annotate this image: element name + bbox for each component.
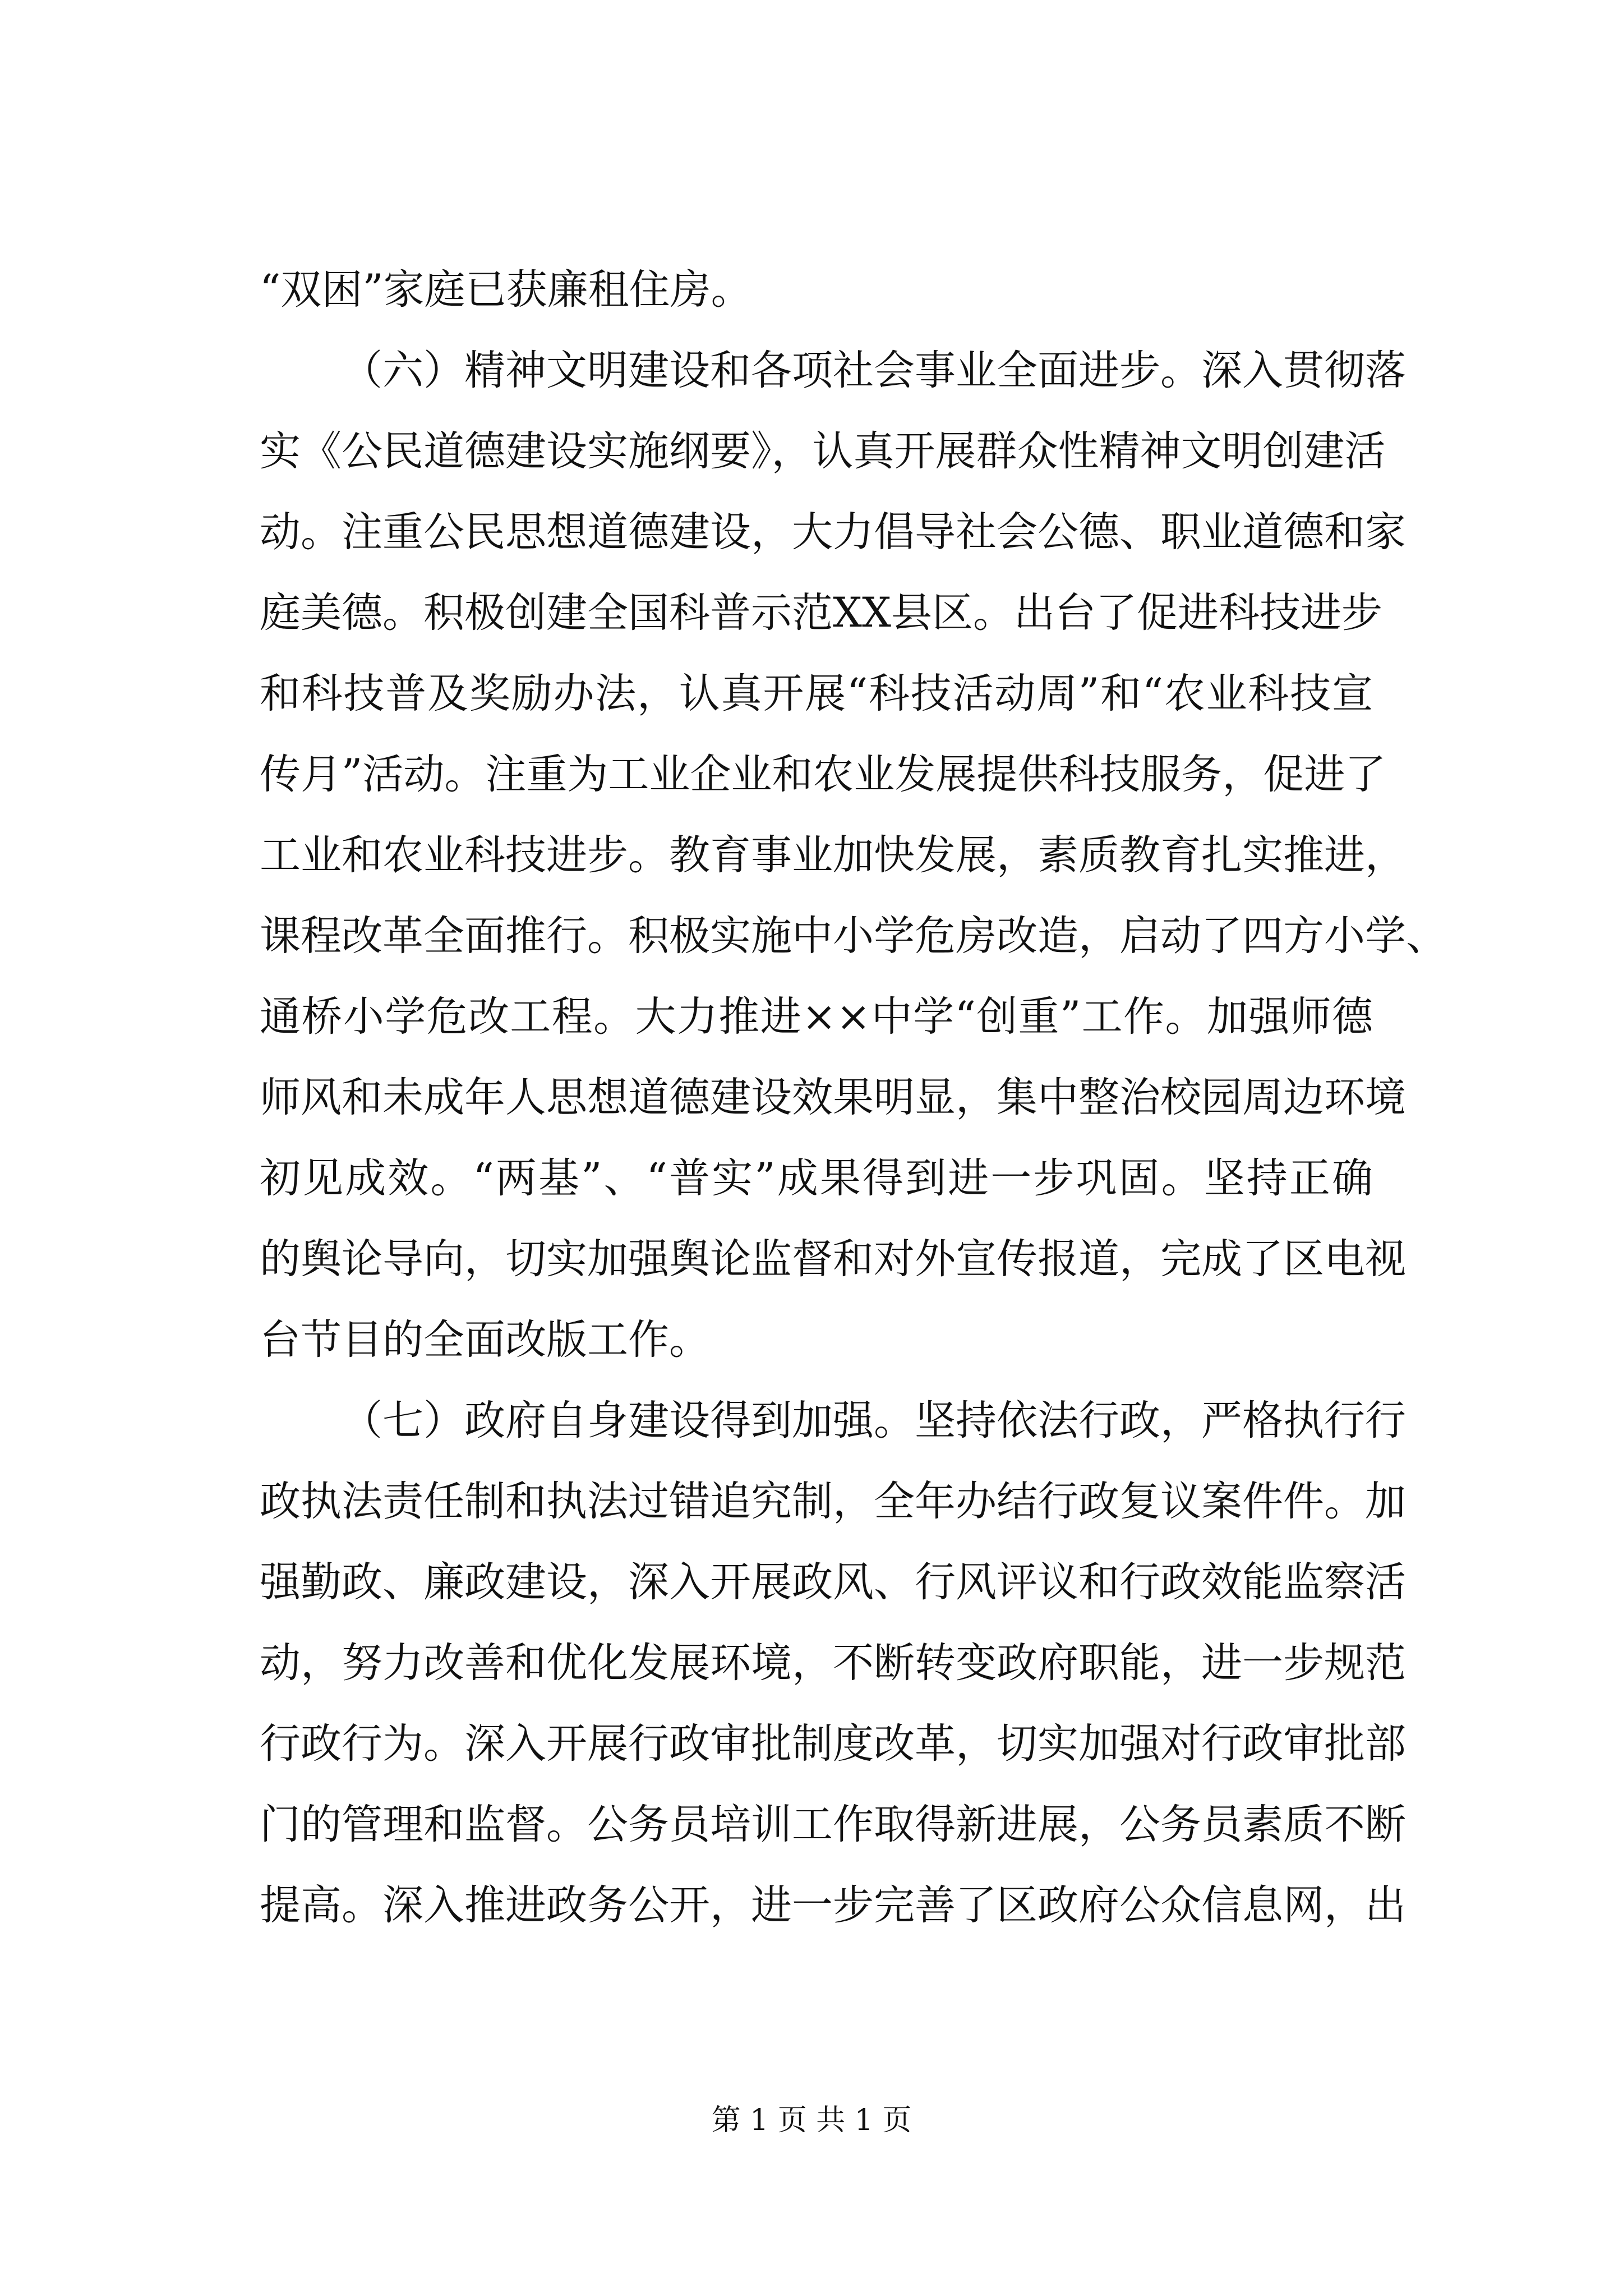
text-line: 庭美德。积极创建全国科普示范XX县区。出台了促进科技进步 [260,589,1382,637]
text-line: 政执法责任制和执法过错追究制，全年办结行政复议案件件。加 [260,1478,1406,1525]
text-line: 工业和农业科技进步。教育事业加快发展，素质教育扎实推进， [260,831,1406,879]
page-number-footer: 第 1 页 共 1 页 [711,2104,912,2137]
text-line: 和科技普及奖励办法，认真开展“科技活动周”和“农业科技宣 [260,670,1373,717]
text-line: 实《公民道德建设实施纲要》，认真开展群众性精神文明创建活 [260,427,1386,475]
document-body [260,250,1447,1946]
text-line: 台节目的全面改版工作。 [260,1316,710,1364]
text-line: 行政行为。深入开展行政审批制度改革，切实加强对行政审批部 [260,1720,1406,1768]
text-line: 初见成效。“两基”、“普实”成果得到进一步巩固。坚持正确 [260,1154,1373,1202]
text-line: 门的管理和监督。公务员培训工作取得新进展，公务员素质不断 [260,1801,1406,1848]
paragraph-heading-line: （七）政府自身建设得到加强。坚持依法行政，严格执行行 [342,1397,1406,1444]
text-line: 传月”活动。注重为工业企业和农业发展提供科技服务，促进了 [260,751,1386,798]
text-line: 强勤政、廉政建设，深入开展政风、行风评议和行政效能监察活 [260,1558,1406,1606]
text-line: 课程改革全面推行。积极实施中小学危房改造，启动了四方小学、 [260,912,1447,960]
paragraph-heading-line: （六）精神文明建设和各项社会事业全面进步。深入贯彻落 [342,347,1406,394]
text-line: 的舆论导向，切实加强舆论监督和对外宣传报道，完成了区电视 [260,1235,1406,1283]
text-line: 通桥小学危改工程。大力推进××中学“创重”工作。加强师德 [260,993,1373,1041]
text-line: 师风和未成年人思想道德建设效果明显，集中整治校园周边环境 [260,1074,1406,1121]
text-line: 提高。深入推进政务公开，进一步完善了区政府公众信息网，出 [260,1881,1406,1929]
text-line: 动，努力改善和优化发展环境，不断转变政府职能，进一步规范 [260,1639,1406,1687]
text-line: 动。注重公民思想道德建设，大力倡导社会公德、职业道德和家 [260,508,1406,556]
text-line: “双困”家庭已获廉租住房。 [260,266,752,314]
